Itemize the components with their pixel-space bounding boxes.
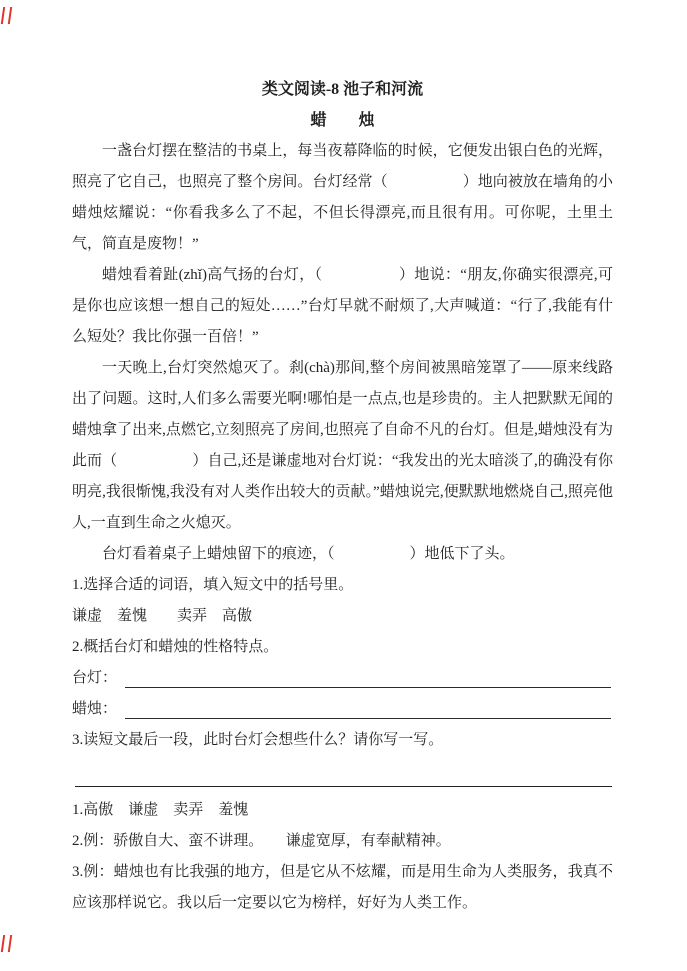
question-1: 1.选择合适的词语，填入短文中的括号里。 (72, 577, 354, 593)
answer-key-divider (75, 786, 612, 787)
question-section (72, 570, 613, 756)
answer-field-lamp-label: 台灯： (72, 670, 118, 686)
reading-passage (72, 136, 613, 570)
answer-field-candle (72, 694, 613, 725)
answer-key-1: 1.高傲 谦虚 卖弄 羞愧 (72, 802, 249, 818)
answer-key-section (72, 795, 613, 919)
answer-key-3: 3.例：蜡烛也有比我强的地方，但是它从不炫耀，而是用生命为人类服务，我真不应该那样说它。我以后一定要以它为榜样，好好为人类工作。 (72, 864, 613, 911)
passage-paragraph-3: 一天晚上,台灯突然熄灭了。刹(chà)那间,整个房间被黑暗笼罩了——原来线路出了问题。这时,人们多么需要光啊!哪怕是一点点,也是珍贵的。主人把默默无闻的蜡烛拿了出来,点燃它,立刻照亮了房间,也照亮了自命不凡的台灯。但是,蜡烛没有为此而（ ）自己,还是谦虚地对台灯说：“我发出的光太暗淡了,的确没有你明亮,我很惭愧,我没有对人类作出较大的贡献。”蜡烛说完,便默默地燃烧自己,照亮他人,一直到生命之火熄灭。 (72, 360, 613, 531)
answer-field-candle-label: 蜡烛： (72, 701, 118, 717)
passage-paragraph-1: 一盏台灯摆在整洁的书桌上，每当夜幕降临的时候，它便发出银白色的光辉，照亮了它自己，也照亮了整个房间。台灯经常（ ）地向被放在墙角的小蜡烛炫耀说：“你看我多么了不起，不但长得漂亮,而且很有用。可你呢，土里土气，简直是废物！” (72, 143, 613, 252)
red-edge-mark-top (1, 7, 12, 24)
answer-field-lamp (72, 663, 613, 694)
red-edge-mark-bottom (1, 935, 12, 952)
answer-blank-line (125, 718, 611, 719)
question-3: 3.读短文最后一段，此时台灯会想些什么？请你写一写。 (72, 732, 444, 748)
answer-blank-line (125, 687, 611, 688)
document-content (72, 74, 613, 919)
question-1-word-bank: 谦虚 羞愧 卖弄 高傲 (72, 608, 253, 624)
answer-key-2: 2.例：骄傲自大、蛮不讲理。 谦虚宽厚，有奉献精神。 (72, 833, 451, 849)
question-2: 2.概括台灯和蜡烛的性格特点。 (72, 639, 279, 655)
passage-title: 蜡 烛 (310, 112, 375, 129)
passage-paragraph-2: 蜡烛看着趾(zhǐ)高气扬的台灯，（ ）地说：“朋友,你确实很漂亮,可是你也应该想一想自己的短处……”台灯早就不耐烦了,大声喊道：“行了,我能有什么短处？我比你强一百倍！” (72, 267, 613, 345)
passage-paragraph-4: 台灯看着桌子上蜡烛留下的痕迹，（ ）地低下了头。 (102, 546, 515, 562)
page-title: 类文阅读-8 池子和河流 (261, 81, 424, 98)
